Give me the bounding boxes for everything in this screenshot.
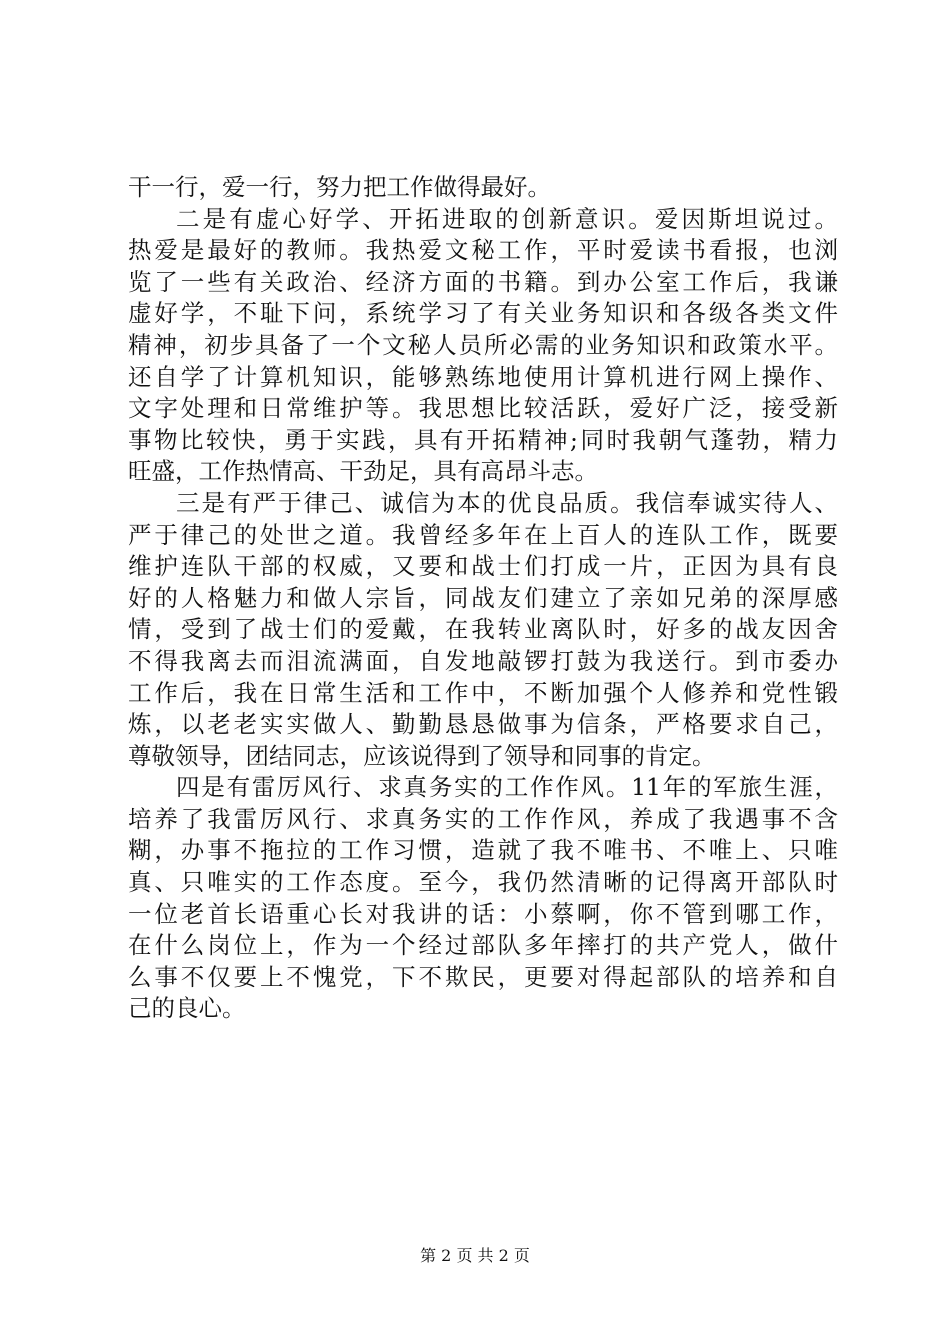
text-line: 事物比较快，勇于实践，具有开拓精神;同时我朝气蓬勃，精力	[128, 425, 838, 454]
text-line: 炼，以老老实实做人、勤勤恳恳做事为信条，严格要求自己，	[128, 710, 838, 739]
text-line: 还自学了计算机知识，能够熟练地使用计算机进行网上操作、	[128, 362, 838, 391]
text-line: 培养了我雷厉风行、求真务实的工作作风，养成了我遇事不含	[128, 804, 838, 833]
text-line: 干一行，爱一行，努力把工作做得最好。	[128, 173, 551, 201]
text-line: 情，受到了战士们的爱戴，在我转业离队时，好多的战友因舍	[128, 615, 838, 644]
text-line: 一位老首长语重心长对我讲的话：小蔡啊，你不管到哪工作，	[128, 899, 838, 928]
text-line: 工作后，我在日常生活和工作中，不断加强个人修养和党性锻	[128, 678, 838, 707]
text-line: 己的良心。	[128, 994, 246, 1023]
text-line: 真、只唯实的工作态度。至今，我仍然清晰的记得离开部队时	[128, 868, 838, 897]
paragraph-first-line: 四是有雷厉风行、求真务实的工作作风。11年的军旅生涯，	[176, 773, 838, 802]
text-line: 热爱是最好的教师。我热爱文秘工作，平时爱读书看报，也浏	[128, 236, 838, 265]
page-number-footer: 第 2 页 共 2 页	[420, 1246, 530, 1265]
text-line: 虚好学，不耻下问，系统学习了有关业务知识和各级各类文件	[128, 299, 838, 328]
text-line: 旺盛，工作热情高、干劲足，具有高昂斗志。	[128, 457, 598, 486]
text-line: 精神，初步具备了一个文秘人员所必需的业务知识和政策水平。	[128, 330, 838, 359]
text-line: 文字处理和日常维护等。我思想比较活跃，爱好广泛，接受新	[128, 394, 838, 423]
text-line: 不得我离去而泪流满面，自发地敲锣打鼓为我送行。到市委办	[128, 646, 838, 675]
text-line: 在什么岗位上，作为一个经过部队多年摔打的共产党人，做什	[128, 931, 838, 960]
text-line: 严于律己的处世之道。我曾经多年在上百人的连队工作，既要	[128, 520, 838, 549]
text-line: 尊敬领导，团结同志，应该说得到了领导和同事的肯定。	[128, 741, 716, 770]
body-text	[128, 172, 838, 1025]
paragraph-first-line: 三是有严于律己、诚信为本的优良品质。我信奉诚实待人、	[176, 488, 838, 517]
text-line: 维护连队干部的权威，又要和战士们打成一片，正因为具有良	[128, 552, 838, 581]
text-line: 么事不仅要上不愧党，下不欺民，更要对得起部队的培养和自	[128, 962, 838, 991]
paragraph-first-line: 二是有虚心好学、开拓进取的创新意识。爱因斯坦说过。	[176, 204, 838, 233]
text-line: 糊，办事不拖拉的工作习惯，造就了我不唯书、不唯上、只唯	[128, 836, 838, 865]
text-line: 好的人格魅力和做人宗旨，同战友们建立了亲如兄弟的深厚感	[128, 583, 838, 612]
text-line: 览了一些有关政治、经济方面的书籍。到办公室工作后，我谦	[128, 267, 838, 296]
